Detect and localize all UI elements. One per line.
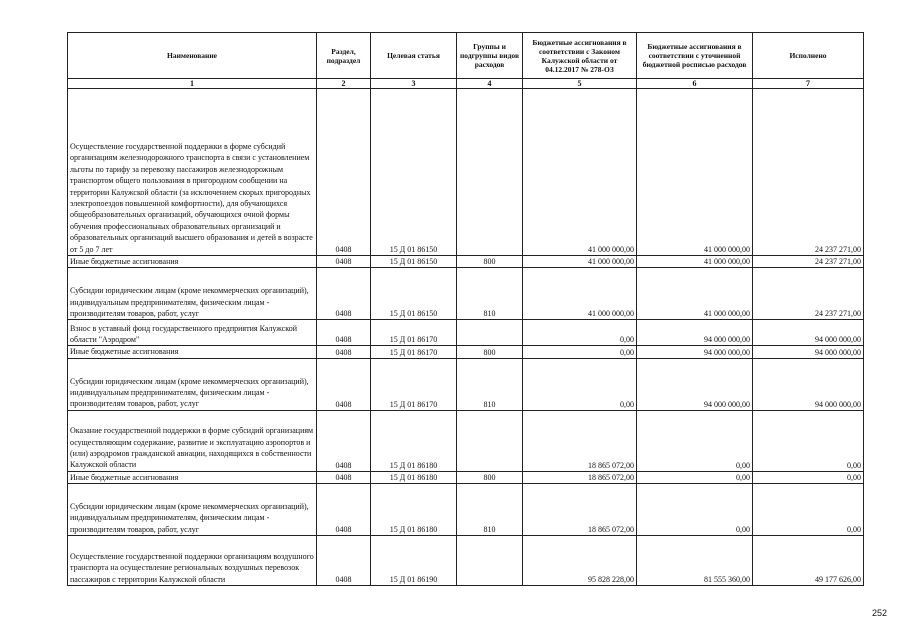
column-number: 5 xyxy=(523,79,637,89)
row-name: Взнос в уставный фонд государственного предприятия Калужской области "Аэродром" xyxy=(68,320,317,346)
row-executed: 24 237 271,00 xyxy=(753,256,864,268)
row-group xyxy=(457,89,523,256)
row-group xyxy=(457,536,523,586)
row-updated: 0,00 xyxy=(637,471,753,483)
header-updated: Бюджетные ассигнования в соответствии с уточненной бюджетной росписью расходов xyxy=(637,33,753,79)
row-name: Иные бюджетные ассигнования xyxy=(68,471,317,483)
row-target: 15 Д 01 86180 xyxy=(371,471,457,483)
row-executed: 94 000 000,00 xyxy=(753,346,864,358)
row-section: 0408 xyxy=(317,484,371,536)
row-section: 0408 xyxy=(317,320,371,346)
table-row xyxy=(68,89,864,256)
column-number: 4 xyxy=(457,79,523,89)
row-group: 800 xyxy=(457,256,523,268)
budget-table xyxy=(67,32,864,586)
row-target: 15 Д 01 86190 xyxy=(371,536,457,586)
row-target: 15 Д 01 86180 xyxy=(371,410,457,471)
column-number-row xyxy=(68,79,864,89)
row-target: 15 Д 01 86170 xyxy=(371,346,457,358)
row-law: 41 000 000,00 xyxy=(523,89,637,256)
table-row xyxy=(68,268,864,320)
row-updated: 41 000 000,00 xyxy=(637,268,753,320)
row-updated: 94 000 000,00 xyxy=(637,320,753,346)
row-law: 0,00 xyxy=(523,320,637,346)
row-target: 15 Д 01 86180 xyxy=(371,484,457,536)
row-section: 0408 xyxy=(317,471,371,483)
row-executed: 49 177 626,00 xyxy=(753,536,864,586)
row-law: 0,00 xyxy=(523,358,637,410)
row-executed: 24 237 271,00 xyxy=(753,89,864,256)
row-group: 810 xyxy=(457,484,523,536)
row-executed: 0,00 xyxy=(753,410,864,471)
row-updated: 41 000 000,00 xyxy=(637,89,753,256)
page-number: 252 xyxy=(872,608,888,618)
row-group: 810 xyxy=(457,358,523,410)
row-target: 15 Д 01 86170 xyxy=(371,320,457,346)
row-updated: 94 000 000,00 xyxy=(637,358,753,410)
table-row xyxy=(68,484,864,536)
row-group: 810 xyxy=(457,268,523,320)
row-group xyxy=(457,320,523,346)
row-section: 0408 xyxy=(317,358,371,410)
row-executed: 94 000 000,00 xyxy=(753,358,864,410)
row-law: 0,00 xyxy=(523,346,637,358)
header-law: Бюджетные ассигнования в соответствии с Законом Калужской области от 04.12.2017 № 278-ОЗ xyxy=(523,33,637,79)
column-number: 1 xyxy=(68,79,317,89)
row-name: Оказание государственной поддержки в форме субсидий организациям осуществляющим содержание, развитие и эксплуатацию аэропортов и (или) аэродромов гражданской авиации, находящихся в собственности Калужской области xyxy=(68,410,317,471)
row-updated: 81 555 360,00 xyxy=(637,536,753,586)
column-number: 3 xyxy=(371,79,457,89)
row-section: 0408 xyxy=(317,410,371,471)
row-name: Иные бюджетные ассигнования xyxy=(68,346,317,358)
row-name: Субсидии юридическим лицам (кроме некоммерческих организаций), индивидуальным предпринимателям, физическим лицам - производителям товаров, работ, услуг xyxy=(68,358,317,410)
row-section: 0408 xyxy=(317,536,371,586)
table-row xyxy=(68,410,864,471)
row-name: Субсидии юридическим лицам (кроме некоммерческих организаций), индивидуальным предпринимателям, физическим лицам - производителям товаров, работ, услуг xyxy=(68,268,317,320)
column-number: 6 xyxy=(637,79,753,89)
row-updated: 41 000 000,00 xyxy=(637,256,753,268)
table-row xyxy=(68,346,864,358)
row-target: 15 Д 01 86150 xyxy=(371,268,457,320)
row-target: 15 Д 01 86150 xyxy=(371,89,457,256)
table-row xyxy=(68,536,864,586)
header-executed: Исполнено xyxy=(753,33,864,79)
row-law: 18 865 072,00 xyxy=(523,410,637,471)
row-section: 0408 xyxy=(317,346,371,358)
row-updated: 0,00 xyxy=(637,410,753,471)
column-number: 7 xyxy=(753,79,864,89)
row-target: 15 Д 01 86150 xyxy=(371,256,457,268)
row-group: 800 xyxy=(457,346,523,358)
row-law: 41 000 000,00 xyxy=(523,256,637,268)
header-row xyxy=(68,33,864,79)
row-section: 0408 xyxy=(317,256,371,268)
header-groups: Группы и подгруппы видов расходов xyxy=(457,33,523,79)
row-law: 41 000 000,00 xyxy=(523,268,637,320)
row-name: Осуществление государственной поддержки в форме субсидий организациям железнодорожного транспорта в связи с установлением льготы по тарифу за перевозку пассажиров железнодорожным транспортом общего пользования в пригородном сообщении на территории Калужской области (за исключением скорых пригородных электропоездов повышенной комфортности), для обучающихся общеобразовательных организаций, обучающихся очной формы обучения профессиональных образовательных организаций и образовательных организаций высшего образования и детей в возрасте от 5 до 7 лет xyxy=(68,89,317,256)
row-name: Субсидии юридическим лицам (кроме некоммерческих организаций), индивидуальным предпринимателям, физическим лицам - производителям товаров, работ, услуг xyxy=(68,484,317,536)
header-section: Раздел, подраздел xyxy=(317,33,371,79)
row-updated: 94 000 000,00 xyxy=(637,346,753,358)
row-executed: 0,00 xyxy=(753,471,864,483)
row-law: 18 865 072,00 xyxy=(523,471,637,483)
row-group xyxy=(457,410,523,471)
row-name: Осуществление государственной поддержки организациям воздушного транспорта на осуществление региональных воздушных перевозок пассажиров с территории Калужской области xyxy=(68,536,317,586)
column-number: 2 xyxy=(317,79,371,89)
row-executed: 24 237 271,00 xyxy=(753,268,864,320)
row-law: 95 828 228,00 xyxy=(523,536,637,586)
row-target: 15 Д 01 86170 xyxy=(371,358,457,410)
header-target: Целевая статья xyxy=(371,33,457,79)
table-row xyxy=(68,320,864,346)
table-row xyxy=(68,358,864,410)
row-group: 800 xyxy=(457,471,523,483)
table-row xyxy=(68,256,864,268)
row-name: Иные бюджетные ассигнования xyxy=(68,256,317,268)
table-row xyxy=(68,471,864,483)
row-executed: 94 000 000,00 xyxy=(753,320,864,346)
row-executed: 0,00 xyxy=(753,484,864,536)
row-section: 0408 xyxy=(317,268,371,320)
row-updated: 0,00 xyxy=(637,484,753,536)
row-section: 0408 xyxy=(317,89,371,256)
header-name: Наименование xyxy=(68,33,317,79)
row-law: 18 865 072,00 xyxy=(523,484,637,536)
